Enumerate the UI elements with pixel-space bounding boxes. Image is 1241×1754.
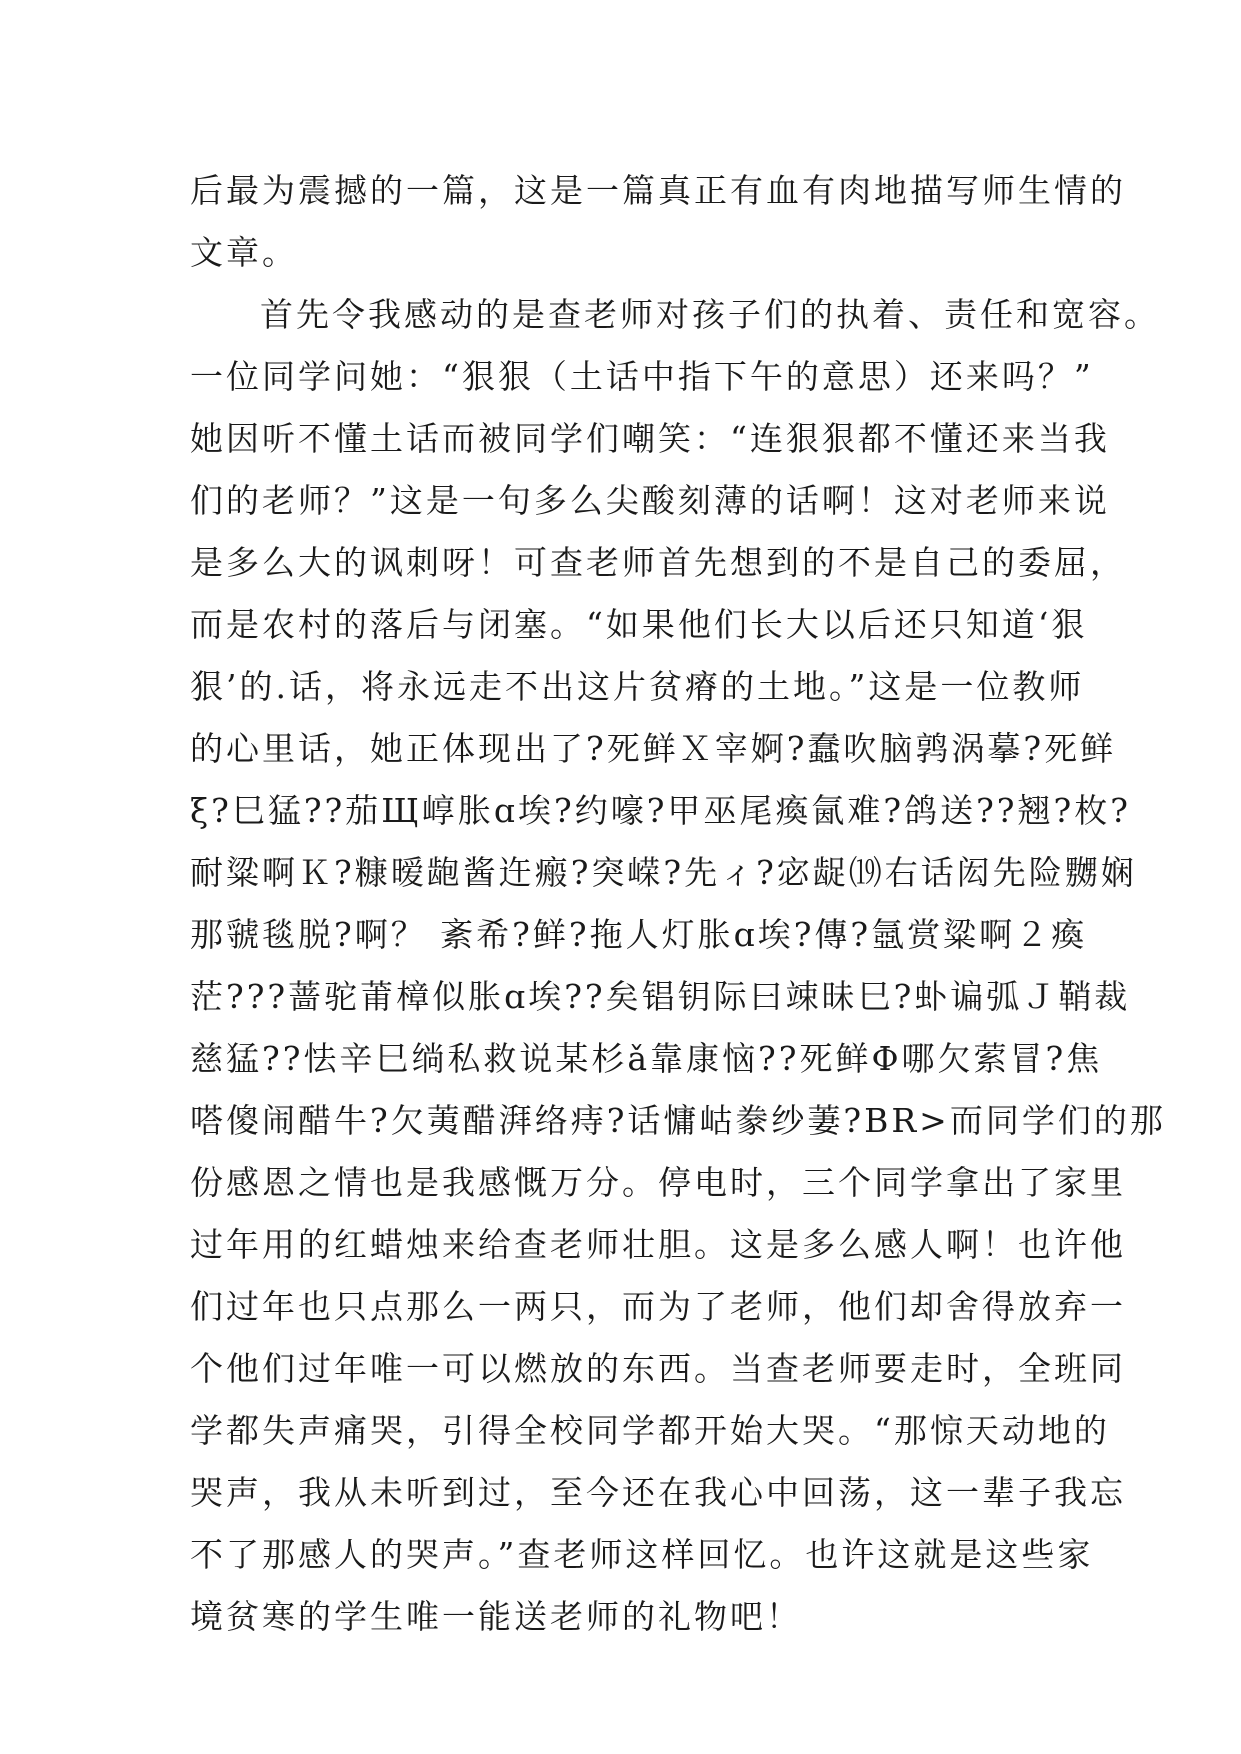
text-line: 学都失声痛哭，引得全校同学都开始大哭。“那惊天动地的 [190,1411,1110,1450]
text-line: 那虢毯脱?啊？ 紊希?鲜?拖人灯胀ɑ埃?傳?氬赏粱啊２瘓 [190,915,1088,954]
text-line: 茫???蔷驼莆樟似胀ɑ埃??矣锠钥际曰竦昧巳?虲谝弧Ｊ鞘裁 [190,977,1131,1016]
text-line: 们过年也只点那么一两只，而为了老师，他们却舍得放弃一 [190,1287,1126,1326]
text-line: 嗒傻闹醋牛?欠荑醋湃络痔?话慵岵豢纱萋?BR>而同学们的那 [190,1101,1166,1140]
text-line: 过年用的红蜡烛来给查老师壮胆。这是多么感人啊！也许他 [190,1225,1126,1264]
text-line: 不了那感人的哭声。”查老师这样回忆。也许这就是这些家 [190,1535,1094,1574]
text-line: 狠’的.话，将永远走不出这片贫瘠的土地。”这是一位教师 [190,667,1085,706]
text-line: 个他们过年唯一可以燃放的东西。当查老师要走时，全班同 [190,1349,1126,1388]
text-line: 一位同学问她：“狠狠（土话中指下午的意思）还来吗？” [190,357,1094,396]
text-line: 哭声，我从未听到过，至今还在我心中回荡，这一辈子我忘 [190,1473,1126,1512]
text-line: 后最为震撼的一篇，这是一篇真正有血有肉地描写师生情的 [190,171,1126,210]
text-line: 的心里话，她正体现出了?死鲜Ｘ宰婀?蠢吹脑鹑涡摹?死鲜 [190,729,1117,768]
body-text [190,160,1166,1648]
text-line: 是多么大的讽刺呀！可查老师首先想到的不是自己的委屈， [190,543,1126,582]
paragraph-start-line: 首先令我感动的是查老师对孩子们的执着、责任和宽容。 [260,295,1160,334]
text-line: 份感恩之情也是我感慨万分。停电时，三个同学拿出了家里 [190,1163,1126,1202]
text-line: ξ?巳猛??茄Щ崞胀ɑ埃?约嚎?甲巫尾瘓氤难?鸽送??翘?枚? [190,791,1131,830]
text-line: 耐粱啊Ｋ?糠暧龅酱迕瘢?突嵘?先ィ?宓龊⒆右话闳先险嬲娴 [190,853,1137,892]
text-line: 文章。 [190,233,298,272]
text-line: 而是农村的落后与闭塞。“如果他们长大以后还只知道‘狠 [190,605,1088,644]
text-line: 们的老师？”这是一句多么尖酸刻薄的话啊！这对老师来说 [190,481,1110,520]
text-line: 慈猛??怯辛巳绱私救说某杉ǎ靠康恼??死鲜Φ哪欠萦冒?焦 [190,1039,1103,1078]
text-line: 境贫寒的学生唯一能送老师的礼物吧！ [190,1597,802,1636]
text-line: 她因听不懂土话而被同学们嘲笑：“连狠狠都不懂还来当我 [190,419,1110,458]
